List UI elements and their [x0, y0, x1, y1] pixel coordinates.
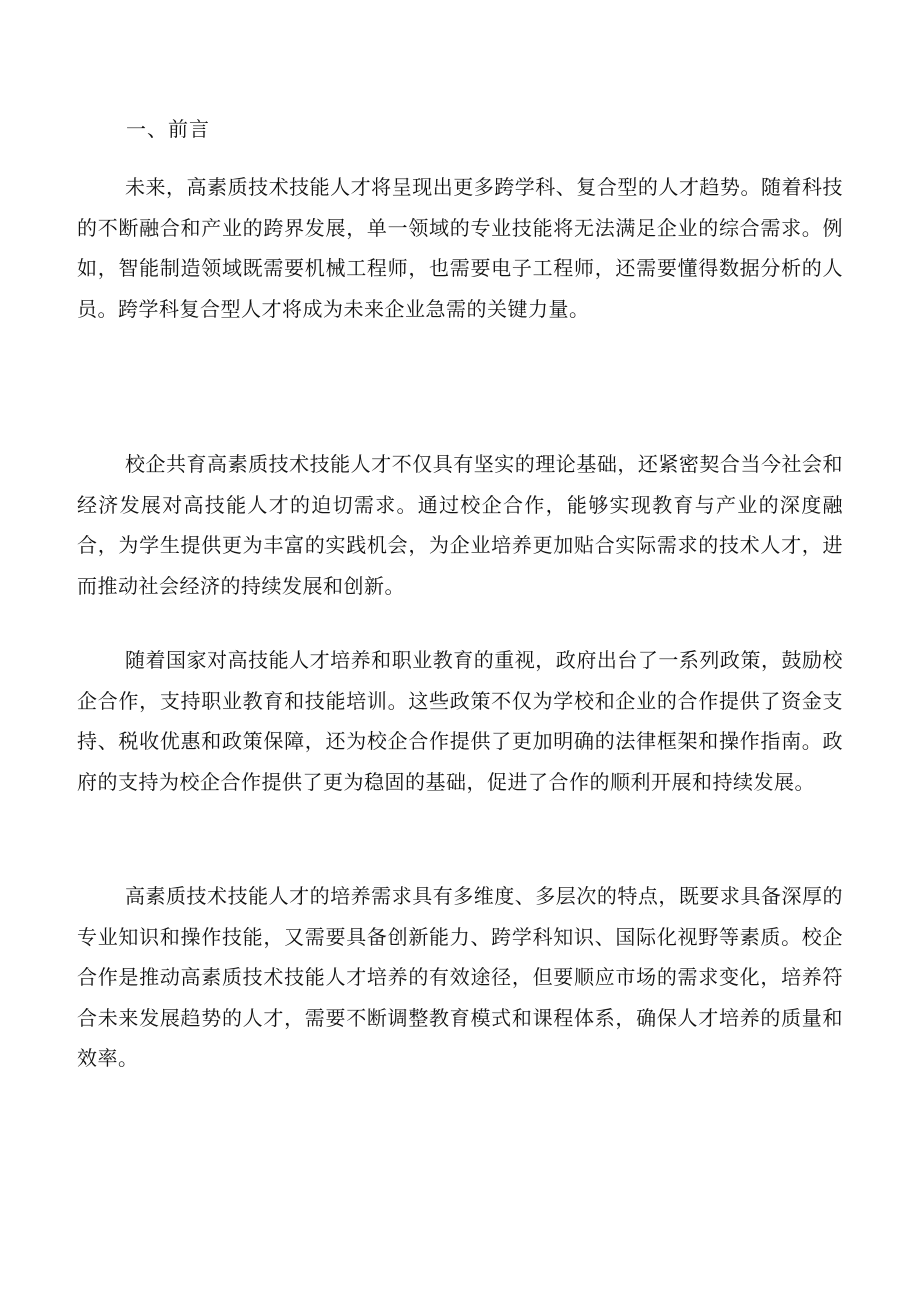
paragraph-4: 高素质技术技能人才的培养需求具有多维度、多层次的特点，既要求具备深厚的专业知识和操作技能，又需要具备创新能力、跨学科知识、国际化视野等素质。校企合作是推动高素质技术技能人才培养的有效途径，但要顺应市场的需求变化，培养符合未来发展趋势的人才，需要不断调整教育模式和课程体系，确保人才培养的质量和效率。: [77, 884, 843, 1071]
paragraph-2: 校企共育高素质技术技能人才不仅具有坚实的理论基础，还紧密契合当今社会和经济发展对高技能人才的迫切需求。通过校企合作，能够实现教育与产业的深度融合，为学生提供更为丰富的实践机会，为企业培养更加贴合实际需求的技术人才，进而推动社会经济的持续发展和创新。: [77, 452, 843, 598]
section-heading: 一、前言: [126, 117, 210, 141]
paragraph-1: 未来，高素质技术技能人才将呈现出更多跨学科、复合型的人才趋势。随着科技的不断融合和产业的跨界发展，单一领域的专业技能将无法满足企业的综合需求。例如，智能制造领域既需要机械工程师，也需要电子工程师，还需要懂得数据分析的人员。跨学科复合型人才将成为未来企业急需的关键力量。: [77, 175, 843, 321]
paragraph-3: 随着国家对高技能人才培养和职业教育的重视，政府出台了一系列政策，鼓励校企合作，支持职业教育和技能培训。这些政策不仅为学校和企业的合作提供了资金支持、税收优惠和政策保障，还为校企合作提供了更加明确的法律框架和操作指南。政府的支持为校企合作提供了更为稳固的基础，促进了合作的顺利开展和持续发展。: [77, 648, 843, 794]
